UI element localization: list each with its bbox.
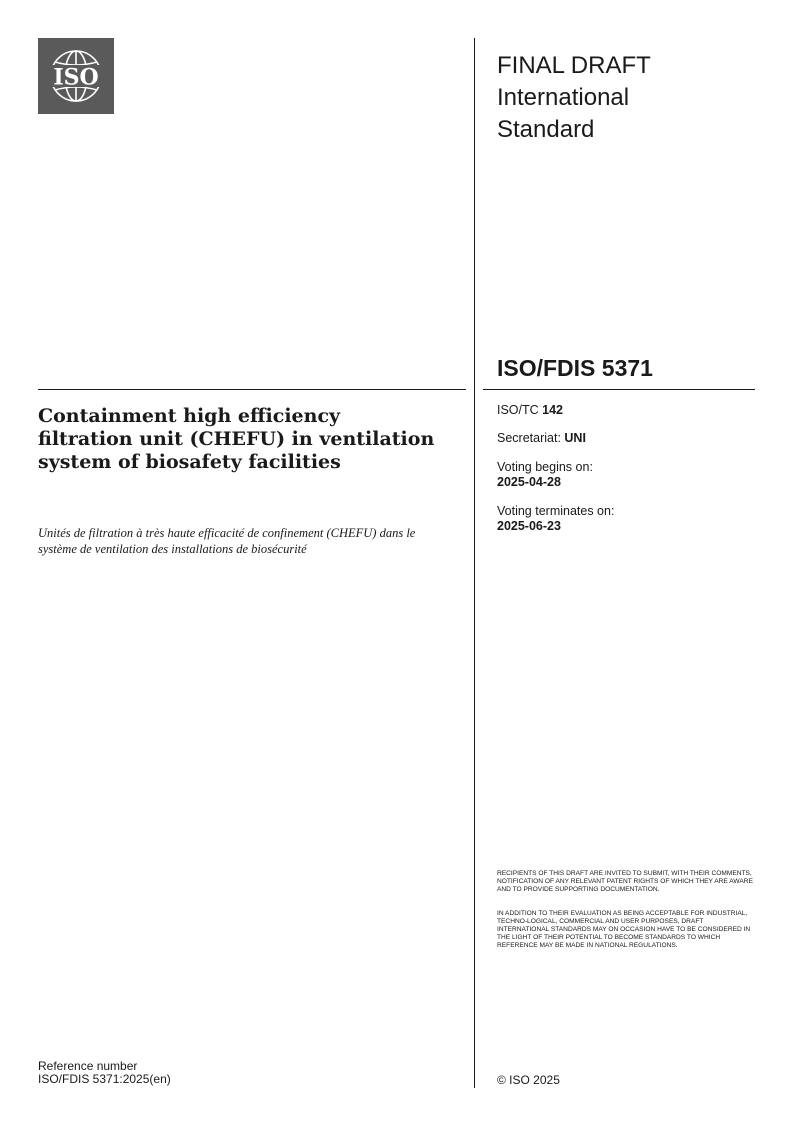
voting-begins-date: 2025-04-28	[497, 475, 561, 489]
tc-label: ISO/TC	[497, 403, 539, 417]
document-title-english: Containment high efficiency filtration unit (CHEFU) in ventilation system of biosafety facilities	[38, 405, 435, 473]
title-rule-right	[483, 389, 755, 390]
status-international: International	[497, 84, 630, 111]
copyright: © ISO 2025	[497, 1073, 560, 1087]
column-divider	[474, 38, 475, 1088]
status-final-draft: FINAL DRAFT	[497, 52, 651, 79]
title-rule-left	[38, 389, 466, 390]
secretariat	[497, 431, 747, 446]
voting-terminates	[497, 504, 747, 534]
status-standard: Standard	[497, 116, 595, 143]
voting-begins	[497, 460, 747, 490]
voting-terminates-date: 2025-06-23	[497, 519, 561, 533]
evaluation-notice: IN ADDITION TO THEIR EVALUATION AS BEING ACCEPTABLE FOR INDUSTRIAL, TECHNO-LOGICAL, COMMERCIAL AND USER PURPOSES, DRAFT INTERNATIONAL STANDARDS MAY ON OCCASION HAVE TO BE CONSIDERED IN THE LIGHT OF THEIR POTENTIAL TO BECOME STANDARDS TO WHICH REFERENCE MAY BE MADE IN NATIONAL REGULATIONS.	[497, 910, 751, 950]
document-status	[497, 50, 747, 146]
iso-logo-text: ISO	[53, 64, 99, 91]
reference-number	[38, 1060, 338, 1086]
document-title-french: Unités de filtration à très haute efficacité de confinement (CHEFU) dans le système de ventilation des installations de biosécurité	[38, 526, 416, 556]
globe-icon	[38, 38, 114, 114]
technical-committee	[497, 403, 747, 418]
voting-terminates-label: Voting terminates on:	[497, 504, 615, 518]
iso-logo	[38, 38, 114, 114]
secretariat-value: UNI	[564, 431, 586, 445]
reference-label: Reference number	[38, 1059, 138, 1073]
tc-value: 142	[542, 403, 564, 417]
voting-begins-label: Voting begins on:	[497, 460, 593, 474]
patent-notice: RECIPIENTS OF THIS DRAFT ARE INVITED TO SUBMIT, WITH THEIR COMMENTS, NOTIFICATION OF ANY RELEVANT PATENT RIGHTS OF WHICH THEY ARE AWARE AND TO PROVIDE SUPPORTING DOCUMENTATION.	[497, 870, 753, 894]
secretariat-label: Secretariat:	[497, 431, 561, 445]
standard-code: ISO/FDIS 5371	[497, 355, 653, 381]
reference-value: ISO/FDIS 5371:2025(en)	[38, 1072, 171, 1086]
